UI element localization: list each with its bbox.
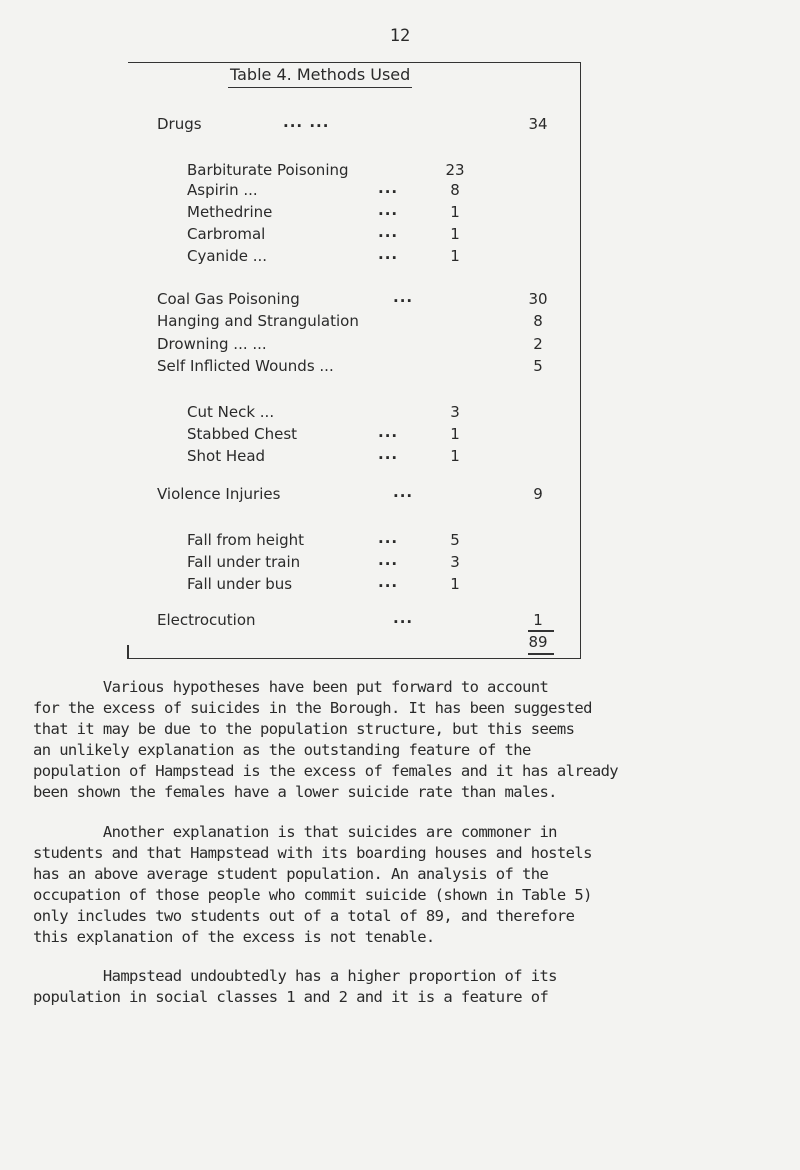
paragraph-2 <box>33 822 773 948</box>
text-line: that it may be due to the population structure, but this seems <box>33 720 575 738</box>
row-value: 30 <box>528 290 548 308</box>
table-row <box>128 553 580 575</box>
row-label: Shot Head <box>187 447 266 465</box>
paragraph-1 <box>33 677 773 803</box>
row-label: Self Inflicted Wounds ... <box>157 357 334 375</box>
table-row <box>128 575 580 597</box>
row-label: Drugs <box>157 115 202 133</box>
row-label: Drowning ... ... <box>157 335 267 353</box>
text-line: population in social classes 1 and 2 and it is a feature of <box>33 988 549 1006</box>
row-value: 3 <box>450 403 460 421</box>
row-label: Fall from height <box>187 531 305 549</box>
table-total <box>128 633 580 655</box>
row-leader-dots: ... <box>378 445 399 463</box>
row-value: 1 <box>450 203 460 221</box>
row-leader-dots: ... <box>378 529 399 547</box>
row-leader-dots: ... ... <box>283 113 330 131</box>
row-leader-dots: ... <box>393 288 414 306</box>
table-title: Table 4. Methods Used <box>228 65 412 88</box>
table-row <box>128 312 580 334</box>
row-value: 8 <box>533 312 543 330</box>
table-row <box>128 531 580 553</box>
row-leader-dots: ... <box>393 483 414 501</box>
row-label: Fall under bus <box>187 575 293 593</box>
text-line: Another explanation is that suicides are commoner in <box>33 823 557 841</box>
table-row <box>128 485 580 507</box>
table-row <box>128 357 580 379</box>
table-row <box>128 335 580 357</box>
table-row <box>128 203 580 225</box>
methods-table <box>128 62 581 659</box>
table-row <box>128 181 580 203</box>
table-row <box>128 611 580 633</box>
row-value: 23 <box>445 161 465 179</box>
row-leader-dots: ... <box>378 201 399 219</box>
row-leader-dots: ... <box>378 179 399 197</box>
text-line: Various hypotheses have been put forward to account <box>33 678 549 696</box>
table-row <box>128 425 580 447</box>
text-line: Hampstead undoubtedly has a higher proportion of its <box>33 967 557 985</box>
table-row <box>128 247 580 269</box>
row-leader-dots: ... <box>393 609 414 627</box>
row-leader-dots: ... <box>378 223 399 241</box>
table-row <box>128 225 580 247</box>
row-label: Barbiturate Poisoning <box>187 161 349 179</box>
row-value: 1 <box>450 225 460 243</box>
row-label: Hanging and Strangulation <box>157 312 359 330</box>
text-line: an unlikely explanation as the outstanding feature of the <box>33 741 531 759</box>
row-value: 5 <box>450 531 460 549</box>
text-line: has an above average student population. An analysis of the <box>33 865 549 883</box>
table-row <box>128 161 580 183</box>
row-label: Stabbed Chest <box>187 425 298 443</box>
row-label: Electrocution <box>157 611 256 629</box>
row-value: 8 <box>450 181 460 199</box>
row-value: 34 <box>528 115 548 133</box>
row-value: 1 <box>450 425 460 443</box>
total-underline <box>528 653 554 655</box>
row-label: Fall under train <box>187 553 301 571</box>
table-row <box>128 115 580 137</box>
row-leader-dots: ... <box>378 423 399 441</box>
row-value: 3 <box>450 553 460 571</box>
text-line: for the excess of suicides in the Borough. It has been suggested <box>33 699 592 717</box>
row-label: Aspirin ... <box>187 181 258 199</box>
table-row <box>128 290 580 312</box>
row-leader-dots: ... <box>378 245 399 263</box>
row-value: 1 <box>450 575 460 593</box>
row-leader-dots: ... <box>378 573 399 591</box>
text-line: only includes two students out of a total of 89, and therefore <box>33 907 575 925</box>
row-value: 9 <box>533 485 543 503</box>
table-row <box>128 447 580 469</box>
text-line: this explanation of the excess is not tenable. <box>33 928 435 946</box>
row-value: 5 <box>533 357 543 375</box>
table-row <box>128 403 580 425</box>
row-label: Coal Gas Poisoning <box>157 290 300 308</box>
row-value: 1 <box>533 611 543 629</box>
row-label: Violence Injuries <box>157 485 281 503</box>
paragraph-3 <box>33 966 773 1008</box>
row-label: Cyanide ... <box>187 247 268 265</box>
row-label: Cut Neck ... <box>187 403 275 421</box>
row-value: 1 <box>450 447 460 465</box>
row-value: 2 <box>533 335 543 353</box>
row-label: Carbromal <box>187 225 266 243</box>
text-line: occupation of those people who commit suicide (shown in Table 5) <box>33 886 592 904</box>
text-line: been shown the females have a lower suicide rate than males. <box>33 783 557 801</box>
text-line: students and that Hampstead with its boarding houses and hostels <box>33 844 592 862</box>
row-value: 1 <box>450 247 460 265</box>
page-number: 12 <box>389 26 411 46</box>
total-rule <box>528 630 554 632</box>
total-value: 89 <box>528 633 548 651</box>
row-label: Methedrine <box>187 203 273 221</box>
text-line: population of Hampstead is the excess of females and it has already <box>33 762 619 780</box>
row-leader-dots: ... <box>378 551 399 569</box>
